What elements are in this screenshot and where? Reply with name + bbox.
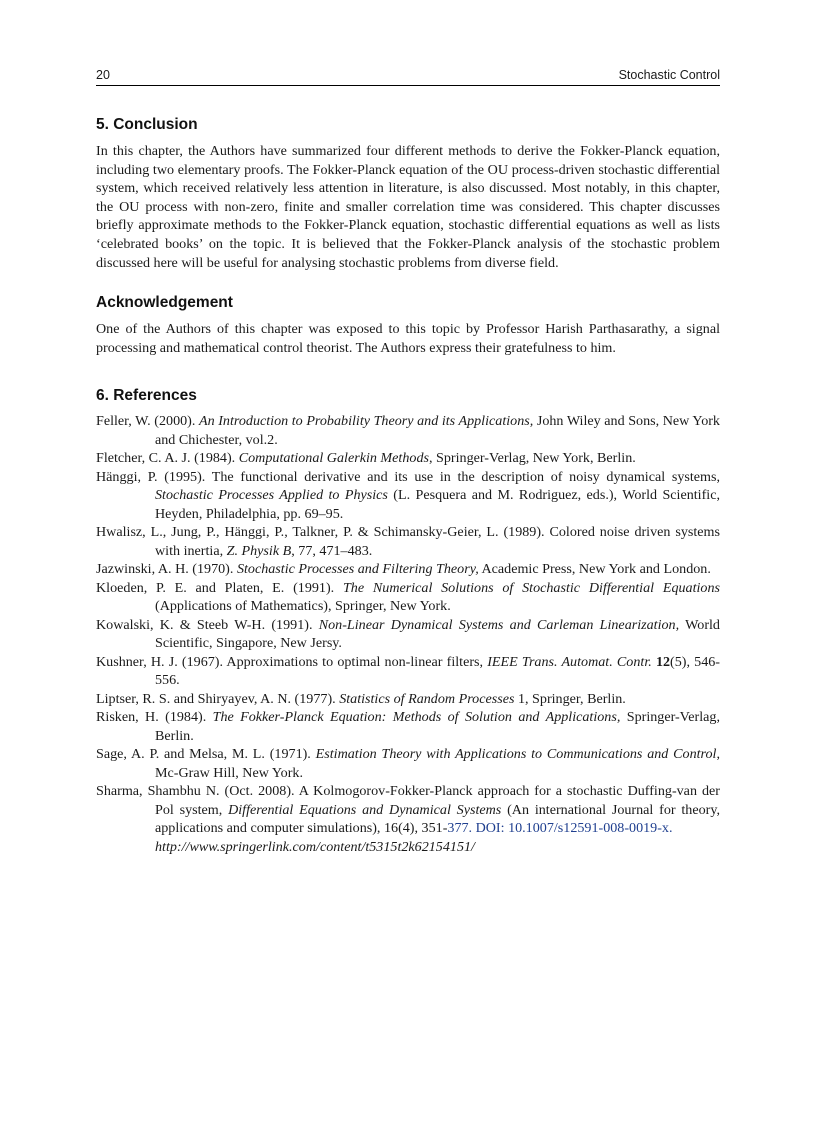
- reference-item: Fletcher, C. A. J. (1984). Computational Galerkin Methods, Springer-Verlag, New York, Berlin.: [96, 450, 636, 467]
- reference-list: [96, 412, 720, 856]
- reference-item: Jazwinski, A. H. (1970). Stochastic Processes and Filtering Theory, Academic Press, New York and London.: [96, 561, 711, 578]
- doi-link[interactable]: 377. DOI: 10.1007/s12591-008-0019-x.: [447, 820, 673, 837]
- page-number: 20: [96, 68, 110, 82]
- reference-item: Kowalski, K. & Steeb W-H. (1991). Non-Linear Dynamical Systems and Carleman Linearization, World Scientific, Singapore, New Jersy.: [96, 616, 720, 652]
- page: [96, 68, 720, 856]
- references-heading: 6. References: [96, 387, 197, 405]
- reference-item: Hänggi, P. (1995). The functional derivative and its use in the description of noisy dynamical systems, Stochastic Processes Applied to Physics (L. Pesquera and M. Rodriguez, eds.), World Scientific, Heyden, Philadelphia, pp. 69–95.: [96, 468, 720, 522]
- running-header: [96, 68, 720, 86]
- acknowledgement-heading: Acknowledgement: [96, 294, 233, 312]
- reference-item: Risken, H. (1984). The Fokker-Planck Equation: Methods of Solution and Applications, Springer-Verlag, Berlin.: [96, 709, 720, 744]
- reference-item: Feller, W. (2000). An Introduction to Probability Theory and its Applications, John Wiley and Sons, New York and Chichester, vol.2.: [96, 413, 720, 448]
- conclusion-heading: 5. Conclusion: [96, 116, 198, 133]
- reference-item: Kloeden, P. E. and Platen, E. (1991). The Numerical Solutions of Stochastic Differential Equations (Applications of Mathematics), Springer, New York.: [96, 579, 720, 615]
- acknowledgement-paragraph: One of the Authors of this chapter was exposed to this topic by Professor Harish Parthasarathy, a signal processing and mathematical control theorist. The Authors express their gratefulness to him.: [96, 321, 720, 356]
- running-title: Stochastic Control: [618, 68, 720, 82]
- reference-item: Sage, A. P. and Melsa, M. L. (1971). Estimation Theory with Applications to Communications and Control, Mc-Graw Hill, New York.: [96, 746, 720, 781]
- conclusion-paragraph: In this chapter, the Authors have summarized four different methods to derive the Fokker-Planck equation, including two elementary proofs. The Fokker-Planck equation of the OU process-driven stochastic differential system, which received relatively less attention in literature, is also discussed. Most notably, in this chapter, the OU process with non-zero, finite and smaller correlation time was considered. This chapter discusses briefly approximate methods to the Fokker-Planck equation, stochastic differential equations as well as lists ‘celebrated books’ on the topic. It is believed that the Fokker-Planck analysis of the stochastic problem discussed here will be useful for analysing stochastic problems from diverse field.: [96, 143, 720, 271]
- reference-item: Hwalisz, L., Jung, P., Hänggi, P., Talkner, P. & Schimansky-Geier, L. (1989). Colored noise driven systems with inertia, Z. Physik B, 77, 471–483.: [96, 524, 720, 559]
- reference-item: Liptser, R. S. and Shiryayev, A. N. (1977). Statistics of Random Processes 1, Springer, Berlin.: [96, 690, 626, 707]
- reference-item: Kushner, H. J. (1967). Approximations to optimal non-linear filters, IEEE Trans. Automat. Contr. 12(5), 546-556.: [96, 653, 720, 689]
- reference-item: Sharma, Shambhu N. (Oct. 2008). A Kolmogorov-Fokker-Planck approach for a stochastic Duffing-van der Pol system, Differential Equations and Dynamical Systems (An international Journal for theory, applications and computer simulations), 16(4), 351-377. DOI: 10.1007/s12591-008-0019-x. http://www.springerlink.com/content/t5315t2k62154151/: [96, 783, 720, 855]
- url-link[interactable]: http://www.springerlink.com/content/t5315t2k62154151/: [155, 838, 475, 855]
